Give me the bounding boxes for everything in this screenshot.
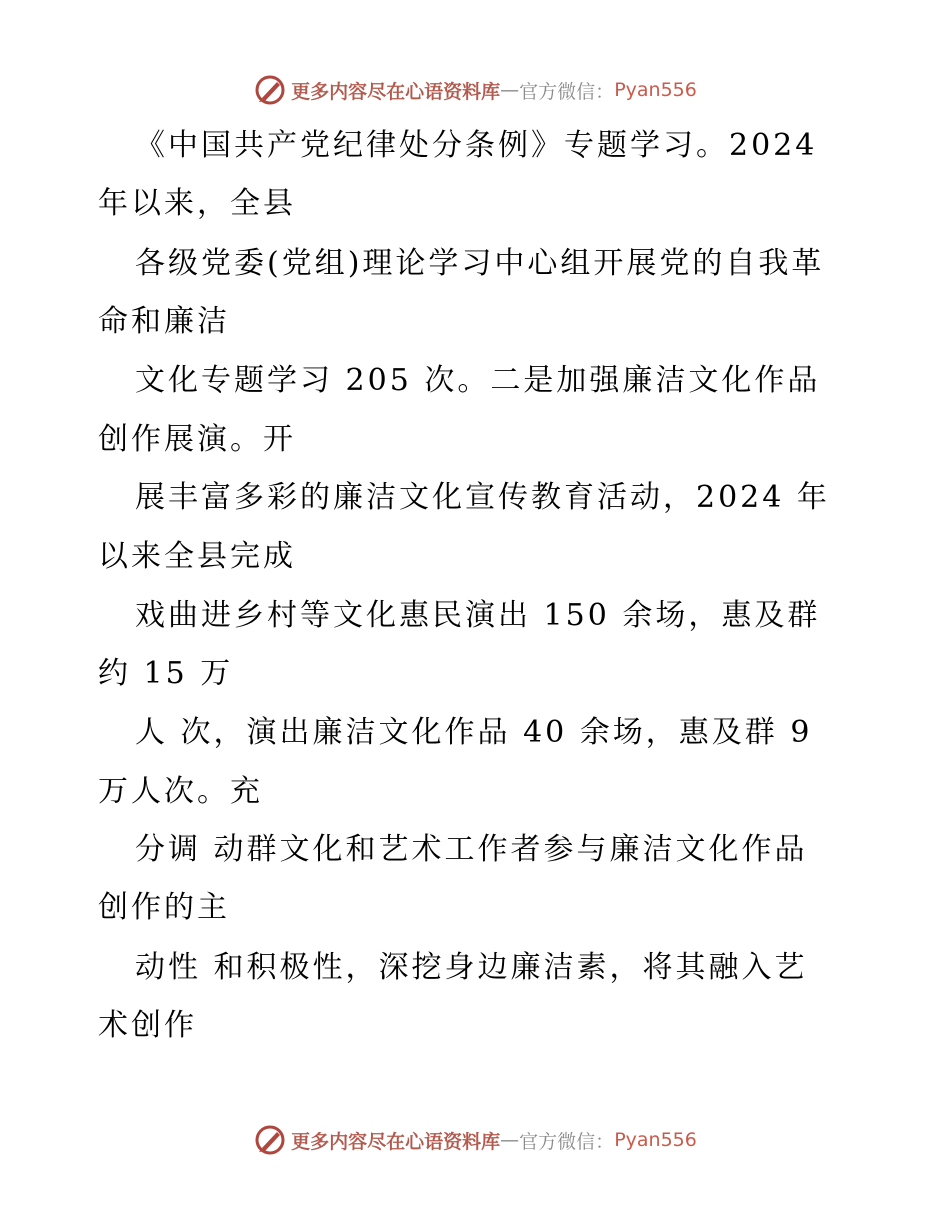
body-line-8: 以来全县完成 [98,539,296,574]
body-line-15: 动性 和积极性，深挖身边廉洁素，将其融入艺 [135,950,808,985]
body-line-2: 年以来，全县 [98,186,296,221]
wechat-label: 官方微信： [519,80,615,103]
body-line-14: 创作的主 [98,890,230,925]
body-line-1: 《中国共产党纪律处分条例》专题学习。2024 [135,128,818,163]
wechat-label: 官方微信： [519,1130,615,1153]
site-name-text: 更多内容尽在心语资料库 [291,80,501,103]
wechat-id: Pyan556 [614,1129,697,1151]
body-line-11: 人 次，演出廉洁文化作品 40 余场，惠及群 9 [135,715,813,750]
site-name-text: 更多内容尽在心语资料库 [291,1130,501,1153]
separator-dash: — [500,1129,520,1151]
header-watermark-inner [253,73,697,107]
body-line-5: 文化专题学习 205 次。二是加强廉洁文化作品 [135,363,821,398]
body-line-4: 命和廉洁 [98,304,230,339]
header-watermark [0,70,950,110]
body-line-9: 戏曲进乡村等文化惠民演出 150 余场，惠及群 [135,598,821,633]
body-line-13: 分调 动群文化和艺术工作者参与廉洁文化作品 [135,832,808,867]
wechat-id: Pyan556 [614,79,697,101]
body-line-16: 术创作 [98,1008,197,1043]
body-line-10: 约 15 万 [98,656,234,691]
footer-watermark [0,1120,950,1160]
body-line-7: 展丰富多彩的廉洁文化宣传教育活动，2024 年 [135,480,830,515]
pen-logo-icon [253,1123,287,1157]
body-line-6: 创作展演。开 [98,422,296,457]
footer-watermark-inner [253,1123,697,1157]
body-line-12: 万人次。充 [98,774,263,809]
body-line-3: 各级党委(党组)理论学习中心组开展党的自我革 [135,246,825,281]
pen-logo-icon [253,73,287,107]
separator-dash: — [500,79,520,101]
